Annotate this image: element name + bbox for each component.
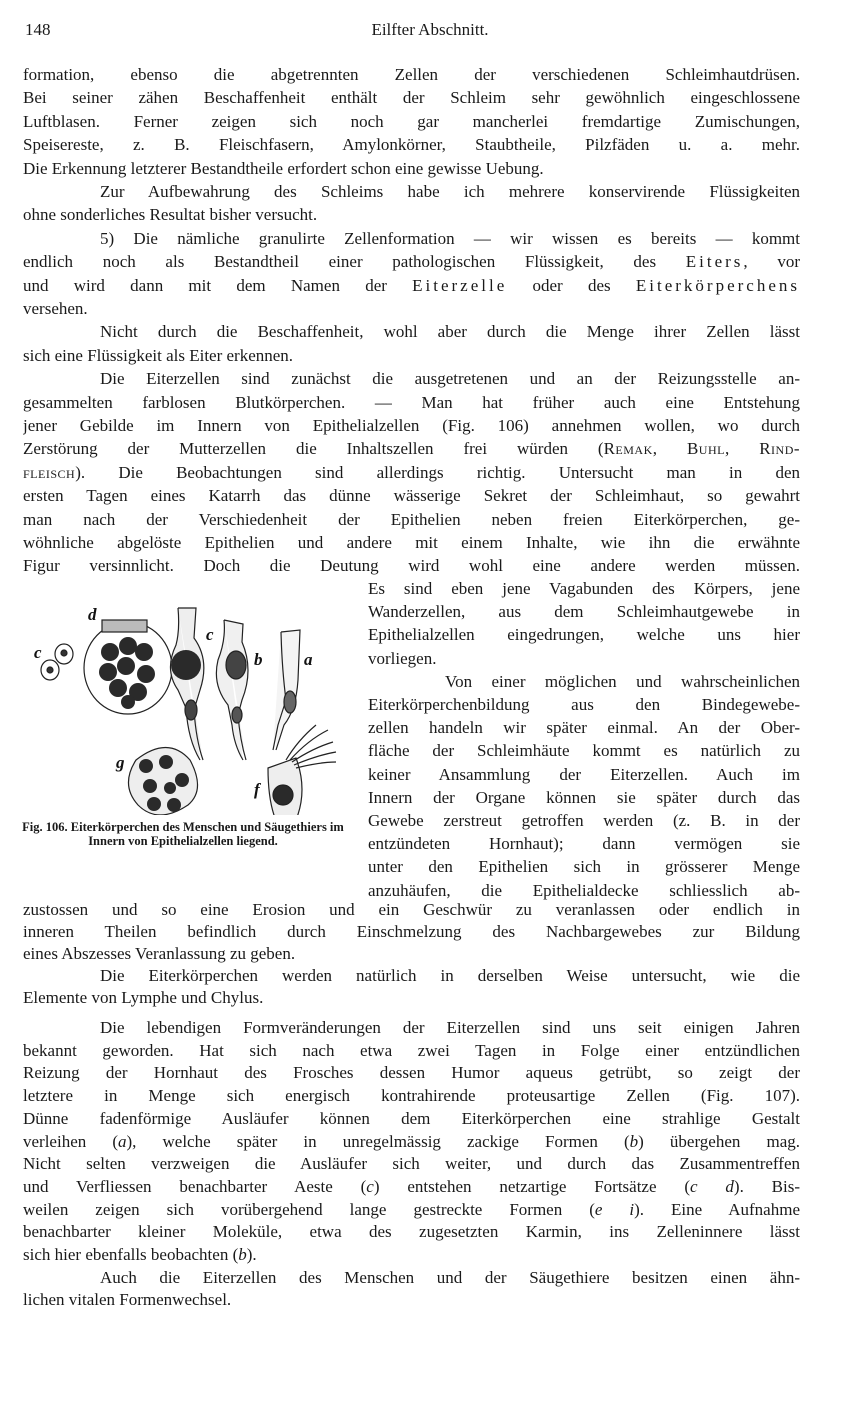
- text-line: [23, 1061, 800, 1084]
- text-line: [23, 898, 800, 921]
- text-line: [368, 716, 800, 739]
- text-line: [23, 203, 800, 226]
- text-line: [23, 554, 800, 577]
- figure-reference-letter: b: [238, 1245, 247, 1264]
- text-line: [23, 942, 800, 965]
- text-segment: gesammelten farblosen Blutkörperchen. — Man hat früher auch eine Entstehung: [23, 392, 800, 412]
- text-line: [23, 1288, 800, 1311]
- figure-label-d: d: [88, 605, 97, 624]
- text-segment: versehen.: [23, 299, 88, 318]
- text-line: [23, 508, 800, 531]
- text-line: [23, 297, 800, 320]
- author-name: fleisch: [23, 462, 76, 482]
- text-segment: Zerstörung der Mutterzellen die Inhaltszellen frei würden (: [23, 439, 604, 459]
- text-segment: 5) Die nämliche granulirte Zellenformation — wir wissen es bereits — kommt: [100, 228, 800, 248]
- figure-label-c2: c: [206, 625, 214, 644]
- text-segment: benachbarter kleiner Moleküle, etwa des zugesetzten Karmin, ins Zelleninnere lässt: [23, 1222, 800, 1242]
- text-segment: zellen handeln wir später einmal. An der Ober-: [368, 718, 800, 738]
- text-segment: Speisereste, z. B. Fleischfasern, Amylonkörner, Staubtheile, Pilzfäden u. a. mehr.: [23, 135, 800, 155]
- figure-label-f: f: [254, 780, 260, 799]
- text-line: [23, 1243, 800, 1266]
- text-segment: ). Eine Aufnahme: [634, 1199, 800, 1219]
- text-segment: bekannt geworden. Hat sich nach etwa zwei Tagen in Folge einer entzündlichen: [23, 1040, 800, 1060]
- text-segment: eines Abszesses Veranlassung zu geben.: [23, 944, 296, 963]
- figure-reference-letter: c d: [690, 1176, 734, 1196]
- text-segment: wöhnliche abgelöste Epithelien und andere mit einem Inhalte, wie ihn die erwähnte: [23, 533, 800, 552]
- author-name: Rind-: [759, 439, 800, 459]
- text-line: [368, 809, 800, 832]
- text-segment: ohne sonderliches Resultat bisher versucht.: [23, 205, 318, 225]
- text-segment: keiner Ansammlung der Eiterzellen. Auch im: [368, 764, 800, 784]
- text-line: [23, 391, 800, 414]
- text-segment: Die lebendigen Formveränderungen der Eiterzellen sind uns seit einigen Jahren: [100, 1018, 800, 1037]
- figure-label-c: c: [34, 643, 42, 662]
- text-segment: Auch die Eiterzellen des Menschen und der Säugethiere besitzen einen ähn-: [100, 1267, 800, 1287]
- text-line: [23, 157, 800, 180]
- text-line: [23, 1220, 800, 1243]
- text-line: [368, 832, 800, 855]
- text-segment: formation, ebenso die abgetrennten Zellen der verschiedenen Schleimhautdrüsen.: [23, 65, 800, 84]
- text-segment: inneren Theilen befindlich durch Einschmelzung des Nachbargewebes zur Bildung: [23, 922, 800, 941]
- text-line: [368, 623, 800, 646]
- text-line: [23, 414, 800, 437]
- text-segment: unter den Epithelien sich in grösserer Menge: [368, 857, 800, 877]
- text-line: [23, 437, 800, 460]
- text-line: [23, 63, 800, 86]
- text-line: [23, 531, 800, 554]
- text-segment: ) entstehen netzartige Fortsätze (: [373, 1176, 691, 1196]
- text-line: [23, 1130, 800, 1153]
- text-line: [368, 739, 800, 762]
- text-segment: zustossen und so eine Erosion und ein Geschwür zu veranlassen oder endlich in: [23, 900, 800, 919]
- text-segment: Von einer möglichen und wahrscheinlichen: [445, 671, 800, 691]
- text-line: [23, 250, 800, 273]
- text-segment: Wanderzellen, aus dem Schleimhautgewebe in: [368, 602, 800, 622]
- figure-106-illustration: [28, 590, 348, 815]
- text-segment: ,: [724, 439, 760, 459]
- text-line: [368, 763, 800, 786]
- text-segment: oder des: [507, 275, 636, 295]
- text-segment: jener Gebilde im Innern von Epithelialzellen (Fig. 106) annehmen wollen, wo durch: [23, 416, 800, 435]
- text-segment: Luftblasen. Ferner zeigen sich noch gar mancherlei fremdartige Zumischungen,: [23, 111, 800, 131]
- text-line: [23, 1175, 800, 1198]
- text-segment: ,: [652, 439, 687, 459]
- text-segment: Die Eiterkörperchen werden natürlich in derselben Weise untersucht, wie die: [100, 966, 800, 985]
- text-segment: Die Eiterzellen sind zunächst die ausgetretenen und an der Reizungsstelle an-: [100, 369, 800, 389]
- text-line: [23, 86, 800, 109]
- figure-label-b: b: [254, 650, 263, 669]
- text-line: [368, 647, 800, 670]
- text-line: [23, 1107, 800, 1130]
- figure-label-g: g: [116, 753, 125, 772]
- text-segment: ).: [246, 1245, 257, 1264]
- text-line: [23, 484, 800, 507]
- figure-caption: Fig. 106. Eiterkörperchen des Menschen und Säugethiers im Innern von Epithelialzellen liegend.: [22, 820, 344, 848]
- text-segment: ). Die Beobachtungen sind allerdings richtig. Untersucht man in den: [75, 462, 800, 482]
- text-line: [23, 1152, 800, 1175]
- text-segment: sich eine Flüssigkeit als Eiter erkennen.: [23, 345, 294, 365]
- running-title: Eilfter Abschnitt.: [371, 20, 489, 39]
- text-segment: ersten Tagen eines Katarrh das dünne wässerige Sekret der Schleimhaut, so gewahrt: [23, 486, 800, 506]
- emphasized-term: Eiterkörperchens: [635, 275, 800, 295]
- text-segment: Reizung der Hornhaut des Frosches dessen Humor aqueus getrübt, so zeigt der: [23, 1063, 800, 1083]
- author-name: Buhl: [686, 439, 725, 459]
- text-line: [23, 110, 800, 133]
- text-line: [368, 786, 800, 809]
- text-segment: Zur Aufbewahrung des Schleims habe ich mehrere konservirende Flüssigkeiten: [100, 182, 800, 201]
- text-segment: Innern der Organe können sie später durch das: [368, 787, 800, 807]
- text-segment: Epithelialzellen eingedrungen, welche uns hier: [368, 625, 800, 645]
- text-line: [23, 1266, 800, 1289]
- text-segment: , vor: [743, 252, 800, 272]
- text-line: [23, 133, 800, 156]
- text-segment: ), welche später in unregelmässig zackige Formen (: [126, 1131, 630, 1151]
- text-segment: lichen vitalen Formenwechsel.: [23, 1290, 232, 1310]
- emphasized-term: Eiterzelle: [412, 275, 508, 295]
- figure-reference-letter: a: [118, 1131, 127, 1151]
- text-segment: ) übergehen mag.: [638, 1131, 800, 1151]
- text-segment: und wird dann mit dem Namen der: [23, 275, 413, 295]
- text-line: [23, 1198, 800, 1221]
- text-segment: ). Bis-: [733, 1176, 800, 1196]
- text-line: [23, 1039, 800, 1062]
- text-segment: anzuhäufen, die Epithelialdecke schliesslich ab-: [368, 880, 800, 900]
- text-segment: Eiterkörperchenbildung aus den Bindegewebe-: [368, 695, 800, 714]
- text-segment: endlich noch als Bestandtheil einer pathologischen Flüssigkeit, des: [23, 252, 686, 272]
- text-segment: Die Erkennung letzterer Bestandtheile erfordert schon eine gewisse Uebung.: [23, 158, 544, 178]
- figure-reference-letter: e i: [594, 1199, 635, 1219]
- text-line: [23, 1016, 800, 1039]
- text-line: [368, 670, 800, 693]
- text-segment: Bei seiner zähen Beschaffenheit enthält der Schleim sehr gewöhnlich eingeschlossene: [23, 88, 800, 108]
- text-line: [23, 1084, 800, 1107]
- text-line: [368, 577, 800, 600]
- text-segment: man nach der Verschiedenheit der Epithelien neben freien Eiterkörperchen, ge-: [23, 509, 800, 529]
- text-line: [23, 344, 800, 367]
- text-line: [23, 274, 800, 297]
- figure-reference-letter: c: [366, 1176, 374, 1196]
- text-line: [23, 180, 800, 203]
- text-line: [368, 600, 800, 623]
- text-segment: und Verfliessen benachbarter Aeste (: [23, 1176, 367, 1196]
- text-segment: Figur versinnlicht. Doch die Deutung wird wohl eine andere werden müssen.: [23, 556, 800, 576]
- text-segment: Nicht durch die Beschaffenheit, wohl aber durch die Menge ihrer Zellen lässt: [100, 322, 800, 342]
- text-line: [23, 986, 800, 1009]
- text-line: [23, 227, 800, 250]
- author-name: Remak: [603, 439, 653, 459]
- emphasized-term: Eiters: [685, 252, 744, 272]
- text-line: [23, 964, 800, 987]
- text-line: [368, 693, 800, 716]
- figure-reference-letter: b: [629, 1131, 639, 1151]
- text-segment: Es sind eben jene Vagabunden des Körpers, jene: [368, 579, 800, 598]
- text-line: [368, 855, 800, 878]
- text-segment: Gewebe zerstreut getroffen werden (z. B. in der: [368, 811, 800, 830]
- text-segment: sich hier ebenfalls beobachten (: [23, 1245, 239, 1264]
- text-segment: vorliegen.: [368, 648, 437, 668]
- text-segment: weilen zeigen sich vorübergehend lange gestreckte Formen (: [23, 1199, 595, 1219]
- text-line: [23, 461, 800, 484]
- text-segment: Nicht selten verzweigen die Ausläufer sich weiter, und durch das Zusammentreffen: [23, 1154, 800, 1174]
- text-line: [23, 367, 800, 390]
- page-number: 148: [25, 20, 51, 39]
- text-segment: Elemente von Lymphe und Chylus.: [23, 988, 264, 1007]
- text-segment: entzündeten Hornhaut); dann vermögen sie: [368, 834, 800, 854]
- text-line: [23, 320, 800, 343]
- text-segment: letztere in Menge sich energisch kontrahirende proteusartige Zellen (Fig. 107).: [23, 1086, 800, 1106]
- text-line: [23, 920, 800, 943]
- text-segment: Dünne fadenförmige Ausläufer können dem Eiterkörperchen eine strahlige Gestalt: [23, 1108, 800, 1128]
- text-segment: fläche der Schleimhäute kommt es natürlich zu: [368, 741, 800, 761]
- figure-label-a: a: [304, 650, 313, 669]
- text-segment: verleihen (: [23, 1131, 118, 1151]
